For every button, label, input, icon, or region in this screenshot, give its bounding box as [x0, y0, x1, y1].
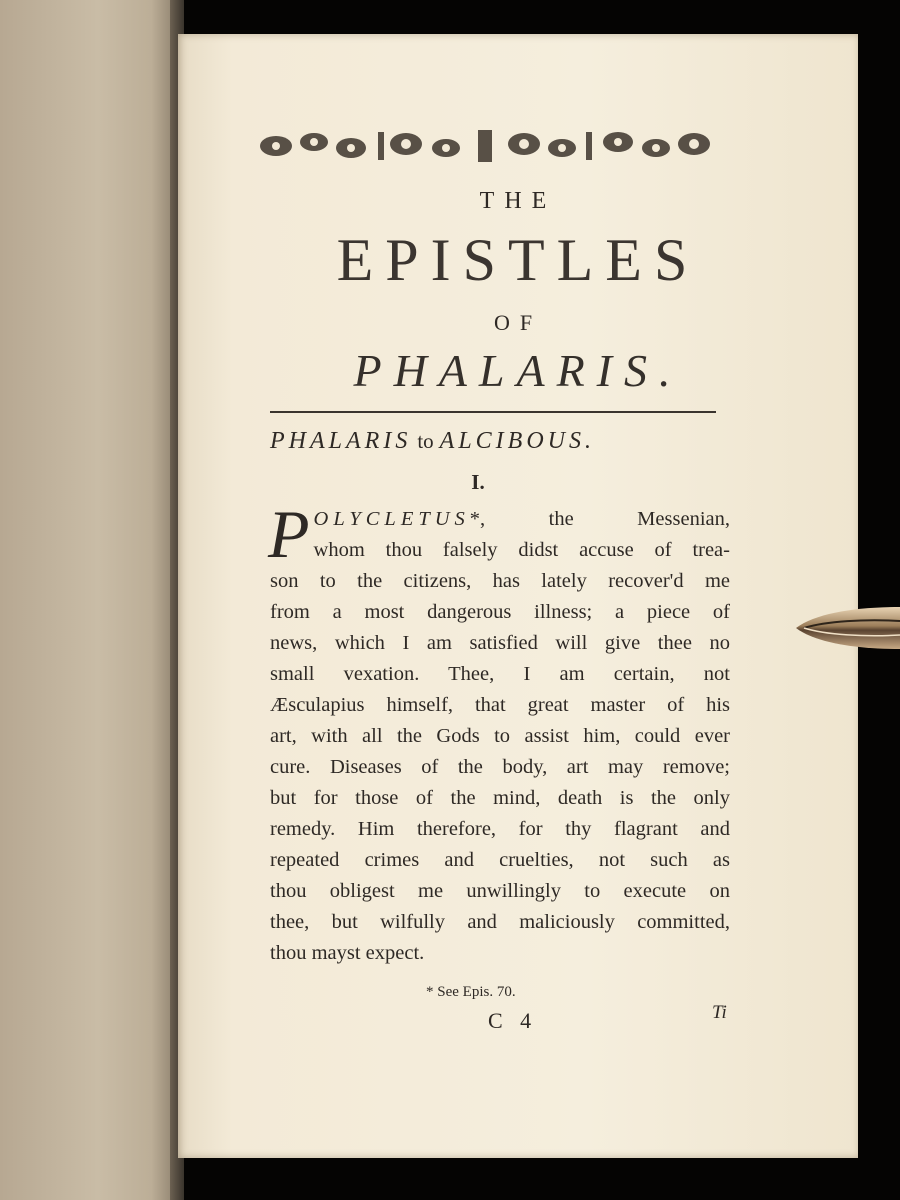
body-line-9: cure. Diseases of the body, art may remove; [270, 756, 730, 778]
signature-mark: C 4 [488, 1008, 538, 1033]
body-line-11: remedy. Him therefore, for thy flagrant and [270, 818, 730, 840]
body-line-2: whom thou falsely didst accuse of trea- [313, 539, 730, 561]
body-line-3: son to the citizens, has lately recover'd me [270, 570, 730, 592]
facing-page [0, 0, 178, 1200]
title-of: OF [493, 310, 543, 335]
body-line-1 [270, 504, 730, 535]
body-line-6: small vexation. Thee, I am certain, not [270, 663, 730, 685]
heading-to: to [417, 429, 434, 453]
brass-bookmark-icon [796, 603, 900, 653]
drop-capital: P [268, 496, 310, 572]
name-polycletus: OLYCLETUS [313, 508, 470, 530]
body-line-5: news, which I am satisfied will give thee no [270, 632, 730, 654]
letter-body [268, 496, 730, 969]
title-epistles: EPISTLES [336, 227, 700, 293]
body-line-8: art, with all the Gods to assist him, could ever [270, 725, 730, 747]
book-page [178, 34, 858, 1158]
heading-recipient: ALCIBOUS. [439, 428, 595, 454]
title-rule [270, 411, 716, 413]
catchword: Ti [712, 1002, 727, 1023]
heading-from: PHALARIS [270, 428, 412, 454]
title-phalaris: PHALARIS. [353, 345, 683, 396]
body-line-13: thou obligest me unwillingly to execute on [270, 880, 730, 902]
body-line-12: repeated crimes and cruelties, not such as [270, 849, 730, 871]
body-line-15: thou mayst expect. [270, 942, 425, 964]
letter-heading [270, 428, 730, 455]
footnote: * See Epis. 70. [426, 984, 516, 1000]
body-line-7: Æsculapius himself, that great master of his [270, 694, 730, 716]
body-line-10: but for those of the mind, death is the only [270, 787, 730, 809]
body-line-4: from a most dangerous illness; a piece of [270, 601, 730, 623]
letter-number: I. [471, 470, 485, 494]
body-line-14: thee, but wilfully and maliciously committed, [270, 911, 730, 933]
title-the: THE [479, 188, 557, 214]
name-tail: *, the Messenian, [469, 508, 730, 530]
headpiece-ornament [256, 126, 714, 166]
